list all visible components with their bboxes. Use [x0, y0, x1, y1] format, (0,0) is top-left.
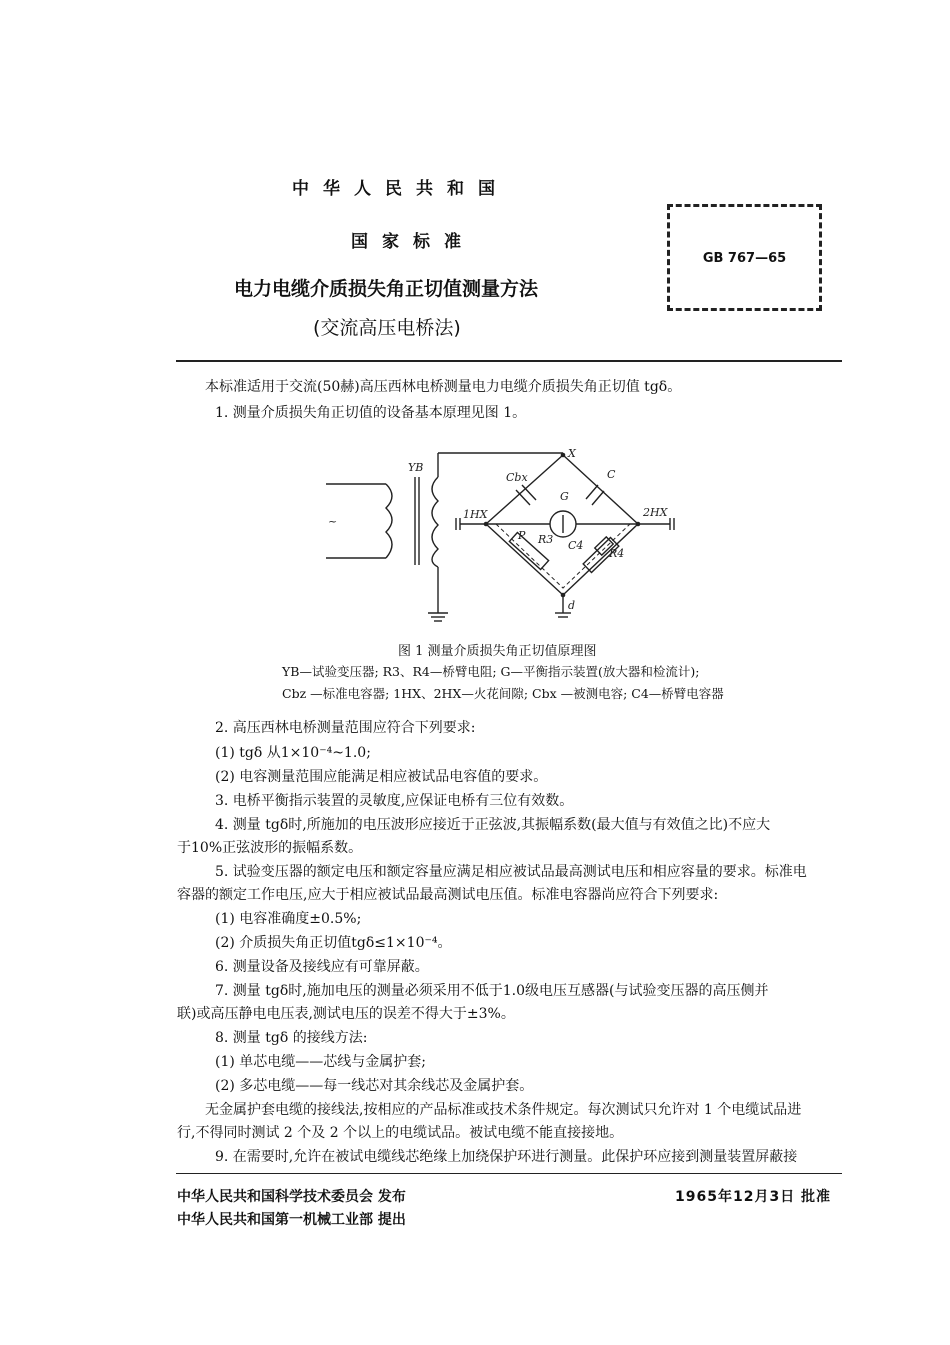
item-8: 8. 测量 tgδ 的接线方法: — [215, 1030, 368, 1046]
item-7-line-2: 联)或高压静电电压表,测试电压的误差不得大于±3%。 — [177, 1006, 515, 1022]
item-3: 3. 电桥平衡指示装置的灵敏度,应保证电桥有三位有效数。 — [215, 793, 574, 809]
intro-paragraph: 本标准适用于交流(50赫)高压西林电桥测量电力电缆介质损失角正切值 tgδ。 — [205, 379, 682, 395]
approval-date: 1965年12月3日 批准 — [675, 1189, 832, 1205]
item-4-line-1: 4. 测量 tgδ时,所施加的电压波形应接近于正弦波,其振幅系数(最大值与有效值之比)不应大 — [215, 817, 771, 833]
fig-label-c: C — [607, 468, 616, 481]
category-title: 国家标准 — [351, 232, 475, 252]
page-subtitle: (交流高压电桥法) — [313, 317, 461, 339]
fig-label-tilde: ~ — [328, 515, 338, 528]
fig-label-x: X — [568, 447, 576, 460]
item-5-2: (2) 介质损失角正切值tgδ≤1×10⁻⁴。 — [215, 935, 452, 951]
fig-label-d: d — [568, 599, 576, 612]
footer-rule — [176, 1173, 842, 1174]
item-8-line-3: 无金属护套电缆的接线法,按相应的产品标准或技术条件规定。每次测试只允许对 1 个电缆试品进 — [205, 1102, 802, 1118]
item-5-line-2: 容器的额定工作电压,应大于相应被试品最高测试电压值。标准电容器尚应符合下列要求: — [177, 887, 719, 903]
fig-label-cbx: Cbx — [506, 471, 528, 484]
fig-label-yb: YB — [408, 461, 424, 474]
standard-code-box — [667, 204, 822, 311]
issuer: 中华人民共和国科学技术委员会 发布 — [177, 1189, 406, 1205]
country-title: 中华人民共和国 — [292, 179, 509, 199]
fig-label-1hx: 1HX — [463, 508, 488, 521]
item-8-1: (1) 单芯电缆——芯线与金属护套; — [215, 1054, 426, 1070]
fig-label-r4: R4 — [609, 547, 625, 560]
item-2-2: (2) 电容测量范围应能满足相应被试品电容值的要求。 — [215, 769, 548, 785]
item-5-1: (1) 电容准确度±0.5%; — [215, 911, 362, 927]
item-8-2: (2) 多芯电缆——每一线芯对其余线芯及金属护套。 — [215, 1078, 534, 1094]
item-8-line-4: 行,不得同时测试 2 个及 2 个以上的电缆试品。被试电缆不能直接接地。 — [177, 1125, 624, 1141]
header-rule — [176, 360, 842, 362]
item-1: 1. 测量介质损失角正切值的设备基本原理见图 1。 — [215, 405, 527, 421]
item-6: 6. 测量设备及接线应有可靠屏蔽。 — [215, 959, 429, 975]
proposer: 中华人民共和国第一机械工业部 提出 — [177, 1212, 406, 1228]
item-2: 2. 高压西林电桥测量范围应符合下列要求: — [215, 720, 476, 736]
bridge-circuit-diagram — [320, 445, 700, 635]
fig-label-r3: R3 — [538, 533, 554, 546]
fig-label-g: G — [560, 490, 569, 503]
item-4-line-2: 于10%正弦波形的振幅系数。 — [177, 840, 363, 856]
item-2-1: (1) tgδ 从1×10⁻⁴~1.0; — [215, 745, 371, 761]
fig-label-2hx: 2HX — [643, 506, 668, 519]
fig-label-c4: C4 — [568, 539, 584, 552]
page-title: 电力电缆介质损失角正切值测量方法 — [234, 278, 539, 300]
item-5-line-1: 5. 试验变压器的额定电压和额定容量应满足相应被试品最高测试电压和相应容量的要求。标准电 — [215, 864, 807, 880]
figure-caption: 图 1 测量介质损失角正切值原理图 — [398, 644, 597, 659]
fig-label-p: P — [518, 529, 526, 542]
item-7-line-1: 7. 测量 tgδ时,施加电压的测量必须采用不低于1.0级电压互感器(与试验变压器的高压侧并 — [215, 983, 769, 999]
figure-legend-2: Cbz —标准电容器; 1HX、2HX—火花间隙; Cbx —被测电容; C4—桥臂电容器 — [282, 686, 724, 701]
item-9: 9. 在需要时,允许在被试电缆线芯绝缘上加绕保护环进行测量。此保护环应接到测量装置屏蔽接 — [215, 1149, 798, 1165]
standard-code: GB 767—65 — [702, 251, 787, 266]
figure-legend-1: YB—试验变压器; R3、R4—桥臂电阻; G—平衡指示装置(放大器和检流计); — [282, 664, 700, 679]
